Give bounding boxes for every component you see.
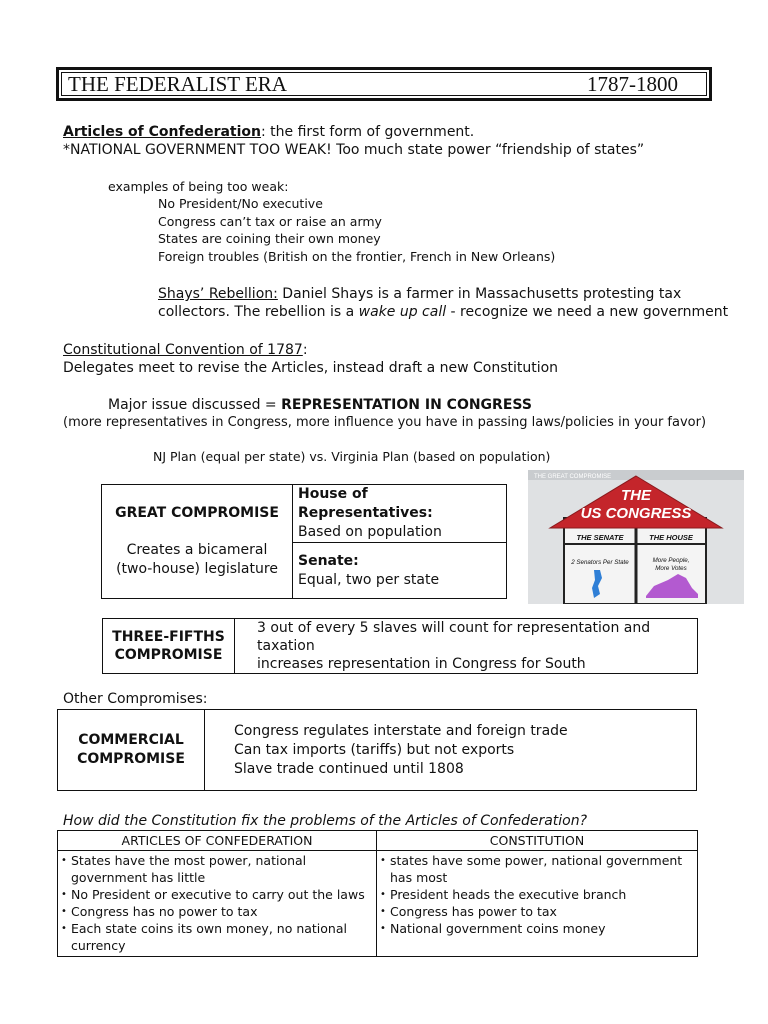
great-compromise-title: GREAT COMPROMISE: [115, 505, 279, 521]
title-years: 1787-1800: [587, 71, 678, 96]
three-fifths-title-1: THREE-FIFTHS: [112, 629, 225, 645]
issue-bold: REPRESENTATION IN CONGRESS: [281, 397, 532, 413]
list-item: • No President or executive to carry out the laws: [61, 886, 373, 903]
house-cell: [293, 485, 507, 543]
list-item: Foreign troubles (British on the frontier, French in New Orleans): [158, 248, 556, 264]
major-issue: [108, 396, 532, 414]
column-header-articles: ARTICLES OF CONFEDERATION: [58, 831, 377, 851]
house-desc: Based on population: [298, 524, 442, 540]
senate-desc: Equal, two per state: [298, 571, 440, 588]
other-compromises-label: Other Compromises:: [63, 691, 208, 707]
list-item: • President heads the executive branch: [380, 886, 694, 903]
shays-text-1: Daniel Shays is a farmer in Massachusetts protesting tax: [277, 286, 682, 302]
list-item: Slave trade continued until 1808: [234, 760, 464, 777]
list-item: Can tax imports (tariffs) but not exports: [234, 741, 515, 758]
house-note-1: More People,: [652, 557, 690, 564]
congress-title-2: US CONGRESS: [580, 505, 692, 522]
shays-text-3: - recognize we need a new government: [446, 304, 729, 320]
list-item: States are coining their own money: [158, 231, 381, 246]
commercial-title-2: COMPROMISE: [77, 751, 185, 767]
great-compromise-table: [101, 484, 507, 599]
articles-term: Articles of Confederation: [63, 124, 262, 140]
convention-heading: [63, 341, 308, 359]
commercial-title-cell: [58, 710, 205, 791]
three-fifths-title-2: COMPROMISE: [114, 647, 223, 663]
articles-column: [58, 851, 377, 957]
three-fifths-line-1: 3 out of every 5 slaves will count for representation and taxation: [257, 620, 651, 654]
house-label: THE HOUSE: [649, 533, 693, 542]
great-compromise-desc-2: (two-house) legislature: [116, 561, 278, 577]
commercial-items-cell: [205, 710, 697, 791]
commercial-table: [57, 709, 697, 791]
shays-term: Shays’ Rebellion:: [158, 286, 278, 302]
senate-note: 2 Senators Per State: [571, 559, 629, 566]
commercial-title-1: COMMERCIAL: [78, 732, 184, 748]
three-fifths-line-2: increases representation in Congress for South: [257, 656, 586, 672]
shays-line-1: [158, 285, 681, 303]
senate-cell: [293, 543, 507, 599]
examples-heading: examples of being too weak:: [108, 179, 289, 194]
convention-colon: :: [302, 342, 308, 358]
great-compromise-cell: [102, 485, 293, 599]
issue-note: (more representatives in Congress, more influence you have in passing laws/policies in your favor): [63, 415, 707, 430]
shays-line-2: [158, 303, 728, 321]
list-item: No President/No executive: [158, 196, 323, 211]
us-congress-image: [528, 470, 744, 604]
list-item: • Congress has no power to tax: [61, 903, 373, 920]
comparison-question: How did the Constitution fix the problems of the Articles of Confederation?: [63, 813, 588, 829]
list-item: • States have the most power, national government has little: [61, 852, 373, 886]
page-title: THE FEDERALIST ERA: [68, 71, 287, 96]
shays-text-2: collectors. The rebellion is a: [158, 304, 359, 320]
comparison-table: [57, 830, 698, 957]
great-compromise-desc-1: Creates a bicameral: [126, 542, 268, 558]
shays-emphasis: wake up call: [358, 304, 447, 320]
plans-line: NJ Plan (equal per state) vs. Virginia Plan (based on population): [153, 449, 551, 464]
list-item: Congress can’t tax or raise an army: [158, 213, 382, 229]
constitution-column: [377, 851, 698, 957]
list-item: • Each state coins its own money, no national currency: [61, 920, 373, 954]
house-note-2: More Votes: [655, 565, 687, 572]
list-item: • states have some power, national government has most: [380, 852, 694, 886]
weak-note: *NATIONAL GOVERNMENT TOO WEAK! Too much state power “friendship of states”: [63, 142, 645, 158]
three-fifths-table: [102, 618, 698, 674]
congress-caption: THE GREAT COMPROMISE: [534, 474, 612, 480]
three-fifths-desc-cell: [235, 619, 698, 674]
senate-label: THE SENATE: [576, 533, 624, 542]
articles-definition-text: : the first form of government.: [261, 124, 475, 140]
congress-house-illustration: [528, 470, 744, 604]
column-header-constitution: CONSTITUTION: [377, 831, 698, 851]
convention-term: Constitutional Convention of 1787: [63, 342, 303, 358]
articles-definition: [63, 123, 474, 141]
house-title: House of Representatives:: [298, 486, 433, 521]
three-fifths-title-cell: [103, 619, 235, 674]
title-bar: [56, 67, 712, 101]
examples-list: [158, 195, 555, 265]
issue-prefix: Major issue discussed =: [108, 397, 282, 413]
list-item: Congress regulates interstate and foreign trade: [234, 722, 568, 739]
list-item: • Congress has power to tax: [380, 903, 694, 920]
congress-title-1: THE: [621, 487, 651, 504]
convention-line: Delegates meet to revise the Articles, instead draft a new Constitution: [63, 360, 559, 376]
senate-title: Senate:: [298, 552, 359, 569]
list-item: • National government coins money: [380, 920, 694, 937]
